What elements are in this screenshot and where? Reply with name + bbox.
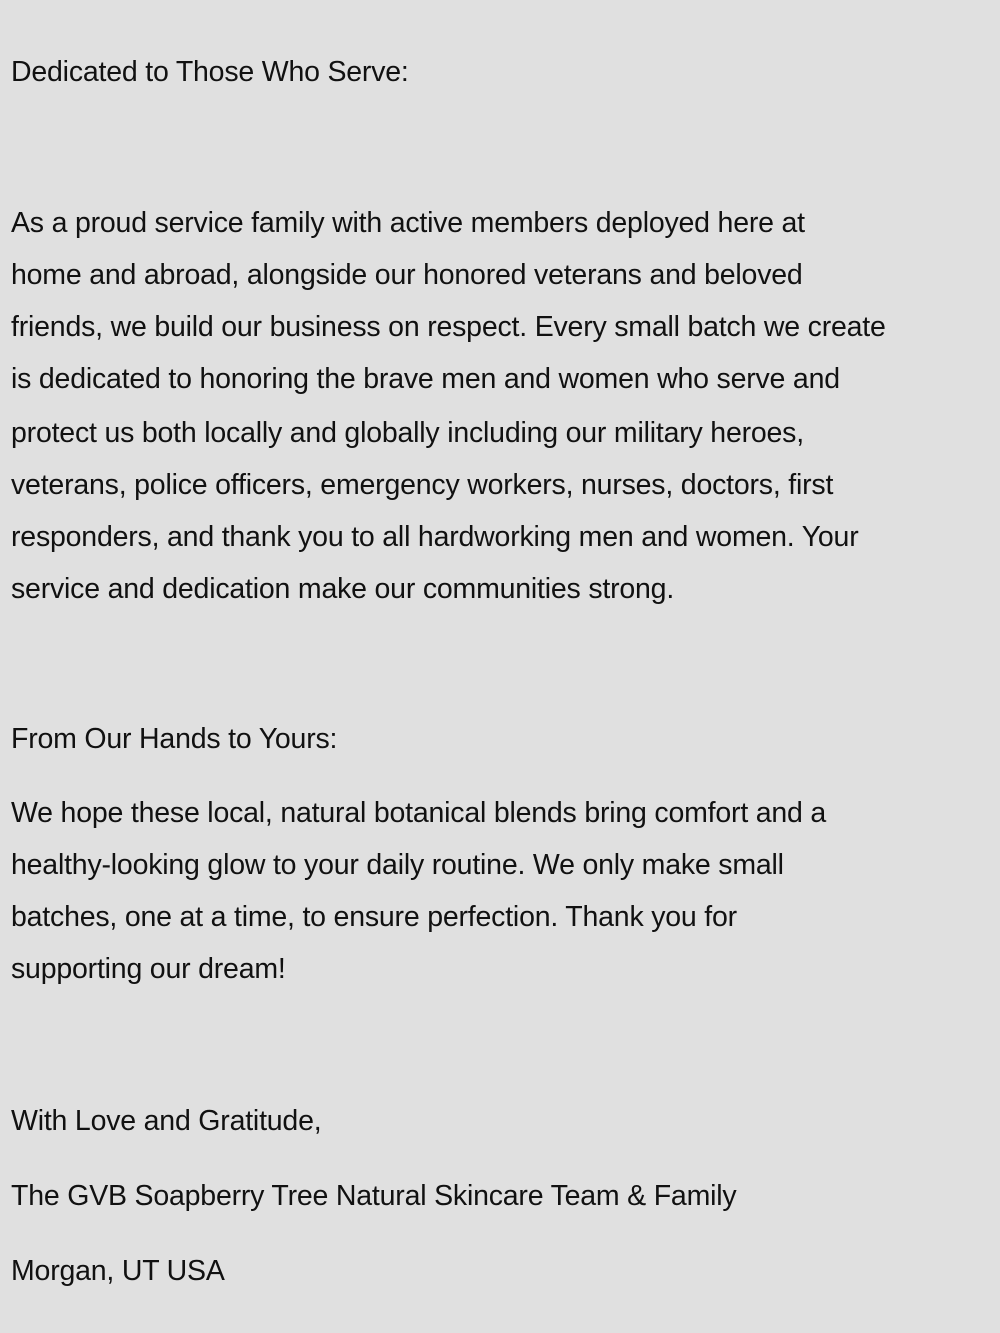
paragraph-line: We hope these local, natural botanical blends bring comfort and a <box>11 797 827 829</box>
location-line: Morgan, UT USA <box>11 1255 225 1287</box>
paragraph-line: As a proud service family with active members deployed here at <box>11 207 805 239</box>
paragraph-line: veterans, police officers, emergency workers, nurses, doctors, first <box>11 469 834 501</box>
heading-dedicated: Dedicated to Those Who Serve: <box>11 56 409 88</box>
paragraph-line: is dedicated to honoring the brave men and women who serve and <box>11 363 840 395</box>
paragraph-line: service and dedication make our communities strong. <box>11 573 675 605</box>
closing-line: With Love and Gratitude, <box>11 1105 322 1137</box>
paragraph-line: protect us both locally and globally including our military heroes, <box>11 417 804 449</box>
signature-line: The GVB Soapberry Tree Natural Skincare Team & Family <box>11 1180 737 1212</box>
paragraph-line: batches, one at a time, to ensure perfection. Thank you for <box>11 901 737 933</box>
paragraph-line: healthy-looking glow to your daily routine. We only make small <box>11 849 784 881</box>
paragraph-line: responders, and thank you to all hardworking men and women. Your <box>11 521 859 553</box>
paragraph-line: home and abroad, alongside our honored veterans and beloved <box>11 259 803 291</box>
paragraph-line: friends, we build our business on respect. Every small batch we create <box>11 311 886 343</box>
heading-from-our-hands: From Our Hands to Yours: <box>11 723 338 755</box>
paragraph-line: supporting our dream! <box>11 953 286 985</box>
